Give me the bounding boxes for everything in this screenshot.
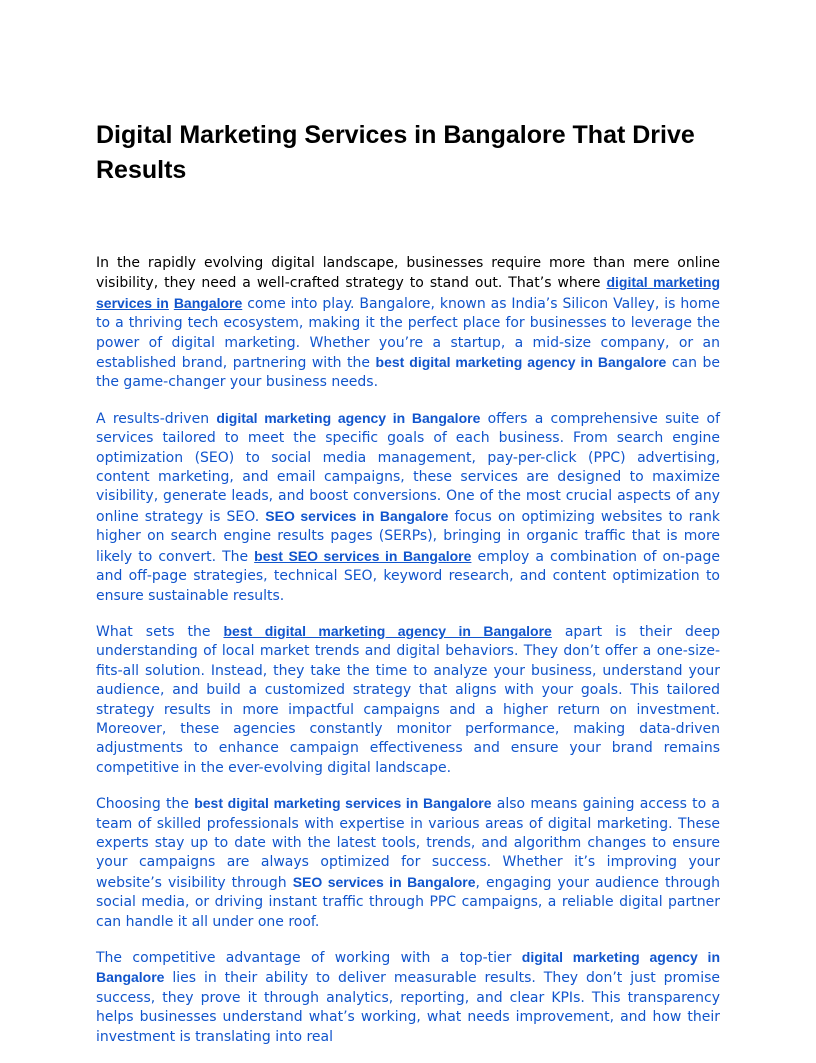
paragraph-text: apart is their deep understanding of local market trends and digital behaviors. They don’t offer a one-size-fits-all solution. Instead, they take the time to analyze your business, understand your audience, and build a customized strategy that aligns with your goals. This tailored strategy results in more impactful campaigns and a higher return on investment. Moreover, these agencies constantly monitor performance, making data-driven adjustments to enhance campaign effectiveness and ensure your brand remains competitive in the ever-evolving digital landscape. — [96, 623, 720, 776]
paragraph-text: The competitive advantage of working with a top-tier — [96, 950, 522, 966]
paragraph-text: employ a combination of on-page and off-page strategies, technical SEO, keyword research, and content optimization to ensure sustainable results. — [96, 548, 720, 604]
document-title: Digital Marketing Services in Bangalore That Drive Results — [96, 121, 695, 184]
paragraph-text: In the rapidly evolving digital landscape, businesses require more than mere online visibility, they need a well-crafted strategy to stand out. That’s where — [96, 255, 720, 292]
keyword-link[interactable]: best SEO services in Bangalore — [254, 547, 472, 564]
keyword-bold: best digital marketing services in Bangalore — [194, 795, 492, 812]
paragraph-text: offers a comprehensive suite of services tailored to meet the specific goals of each business. From search engine optimization (SEO) to social media management, pay-per-click (PPC) advertising, content marketing, and email campaigns, these services are designed to maximize visibility, generate leads, and boost conversions. One of the most crucial aspects of any online strategy is SEO. — [96, 410, 720, 525]
keyword-bold: digital marketing agency in Bangalore — [96, 949, 720, 986]
paragraph — [96, 622, 720, 778]
paragraph — [96, 409, 720, 606]
paragraph-text: come into play. Bangalore, known as India’s Silicon Valley, is home to a thriving tech ecosystem, making it the perfect place for businesses to leverage the power of digital marketing. Whether you’re a startup, a mid-size company, or an established brand, partnering with the — [96, 295, 721, 372]
paragraph-text: can be the game-changer your business needs. — [96, 355, 720, 391]
paragraph — [96, 254, 720, 393]
keyword-link[interactable]: Bangalore — [173, 294, 243, 311]
keyword-bold: SEO services in Bangalore — [265, 507, 449, 524]
paragraph-text: focus on optimizing websites to rank higher on search engine results pages (SERPs), bringing in organic traffic that is more likely to convert. The — [96, 508, 720, 565]
keyword-link[interactable]: digital marketing services in — [96, 274, 720, 311]
paragraph-text: lies in their ability to deliver measurable results. They don’t just promise success, they prove it through analytics, reporting, and clear KPIs. This transparency helps businesses understand what’s working, what needs improvement, and how their investment is translating into real — [96, 970, 720, 1045]
keyword-bold: SEO services in Bangalore — [292, 873, 476, 890]
paragraph-text: Choosing the — [96, 796, 195, 813]
keyword-link[interactable]: best digital marketing agency in Bangalore — [223, 622, 552, 639]
paragraph — [96, 948, 720, 1047]
paragraph-text: , engaging your audience through social media, or driving instant traffic through PPC campaigns, a reliable digital partner can handle it all under one roof. — [96, 874, 720, 930]
paragraph-text: What sets the — [96, 623, 224, 640]
paragraph — [96, 794, 720, 932]
paragraph-text: A results-driven — [96, 410, 217, 427]
paragraph-text: also means gaining access to a team of skilled professionals with expertise in various areas of digital marketing. These experts stay up to date with the latest tools, trends, and algorithm changes to ensure your campaigns are always optimized for success. Whether it’s improving your website’s visibility through — [96, 796, 721, 891]
document-body — [96, 254, 720, 1063]
keyword-bold: digital marketing agency in Bangalore — [216, 409, 481, 426]
keyword-bold: best digital marketing agency in Bangalore — [375, 354, 667, 371]
